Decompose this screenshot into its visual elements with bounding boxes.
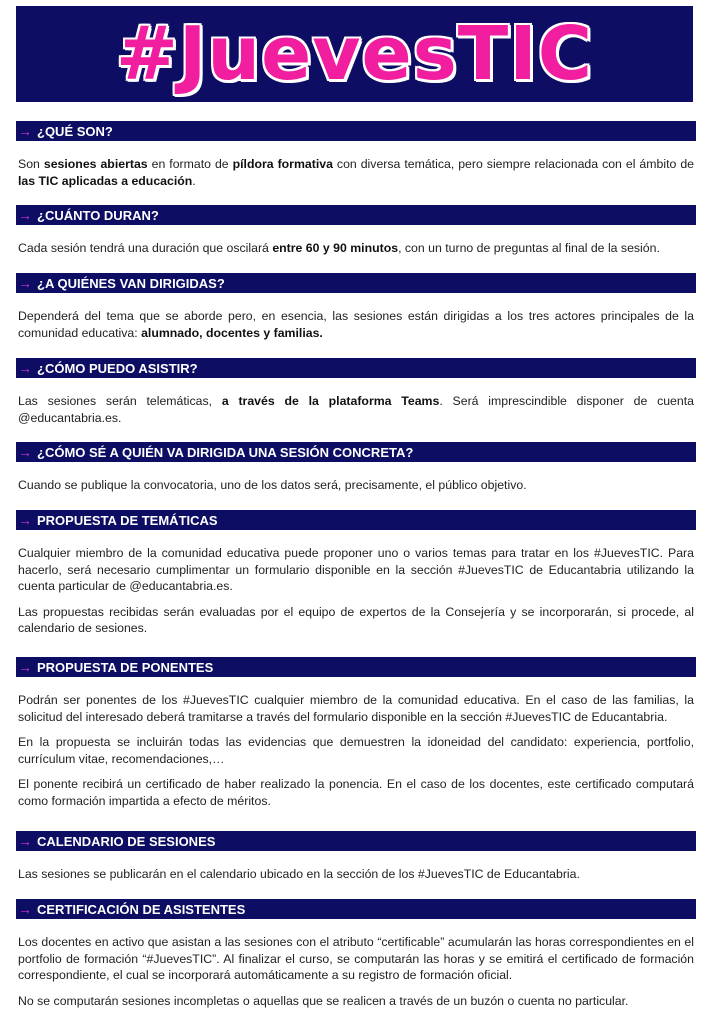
paragraph: Los docentes en activo que asistan a las sesiones con el atributo “certificable” acumularán las horas correspondientes en el portfolio de formación “#JuevesTIC”. Al finalizar el curso, se computarán las horas y se emitirá el certificado de formación correspondiente, el cual se incorporará automáticamente a su registro de formación oficial. xyxy=(18,935,694,982)
section-propuesta-tematicas xyxy=(16,510,696,637)
section-heading-label: ¿CÓMO PUEDO ASISTIR? xyxy=(37,360,198,376)
section-heading-label: PROPUESTA DE TEMÁTICAS xyxy=(37,512,218,528)
arrow-right-icon: → xyxy=(18,275,32,291)
section-a-quienes xyxy=(16,273,696,341)
section-cuanto-duran xyxy=(16,205,696,257)
arrow-right-icon: → xyxy=(18,659,32,675)
section-a-quien-dirigida xyxy=(16,442,696,494)
paragraph: Podrán ser ponentes de los #JuevesTIC cualquier miembro de la comunidad educativa. En el caso de las familias, la solicitud del interesado deberá tramitarse a través del formulario disponible en la sección #JuevesTIC de Educantabria. xyxy=(18,693,694,724)
section-heading-label: CALENDARIO DE SESIONES xyxy=(37,833,216,849)
section-heading-label: ¿QUÉ SON? xyxy=(37,123,113,139)
paragraph: Dependerá del tema que se aborde pero, en esencia, las sesiones están dirigidas a los tres actores principales de la comunidad educativa: alumnado, docentes y familias. xyxy=(18,309,694,340)
arrow-right-icon: → xyxy=(18,207,32,223)
paragraph: Cada sesión tendrá una duración que oscilará entre 60 y 90 minutos, con un turno de preguntas al final de la sesión. xyxy=(18,241,660,255)
section-heading xyxy=(16,442,696,462)
title-banner xyxy=(16,6,693,102)
section-heading-label: ¿CÓMO SÉ A QUIÉN VA DIRIGIDA UNA SESIÓN CONCRETA? xyxy=(37,444,414,460)
paragraph: No se computarán sesiones incompletas o aquellas que se realicen a través de un buzón o cuenta no particular. xyxy=(18,993,629,1008)
section-heading xyxy=(16,205,696,225)
arrow-right-icon: → xyxy=(18,123,32,139)
section-heading xyxy=(16,510,696,530)
arrow-right-icon: → xyxy=(18,833,32,849)
arrow-right-icon: → xyxy=(18,360,32,376)
section-heading xyxy=(16,273,696,293)
section-que-son xyxy=(16,121,696,189)
section-heading-label: ¿A QUIÉNES VAN DIRIGIDAS? xyxy=(37,275,225,291)
paragraph: El ponente recibirá un certificado de haber realizado la ponencia. En el caso de los docentes, este certificado computará como formación impartida a efecto de méritos. xyxy=(18,777,694,808)
arrow-right-icon: → xyxy=(18,512,32,528)
paragraph: Cualquier miembro de la comunidad educativa puede proponer uno o varios temas para tratar en los #JuevesTIC. Para hacerlo, será necesario cumplimentar un formulario disponible en la sección #JuevesTIC de Educantabria utilizando la cuenta particular de @educantabria.es. xyxy=(18,546,694,593)
paragraph: Las sesiones serán telemáticas, a través de la plataforma Teams. Será imprescindible disponer de cuenta @educantabria.es. xyxy=(18,394,694,425)
paragraph: En la propuesta se incluirán todas las evidencias que demuestren la idoneidad del candidato: experiencia, portfolio, currículum vitae, recomendaciones,… xyxy=(18,735,694,766)
section-propuesta-ponentes xyxy=(16,657,696,809)
banner-title: #JuevesTIC xyxy=(115,11,594,97)
section-heading-label: PROPUESTA DE PONENTES xyxy=(37,659,214,675)
paragraph: Las propuestas recibidas serán evaluadas por el equipo de expertos de la Consejería y se incorporarán, si procede, al calendario de sesiones. xyxy=(18,604,694,635)
arrow-right-icon: → xyxy=(18,444,32,460)
section-calendario xyxy=(16,831,696,883)
section-heading xyxy=(16,121,696,141)
section-heading xyxy=(16,831,696,851)
section-heading xyxy=(16,899,696,919)
section-heading-label: ¿CUÁNTO DURAN? xyxy=(37,207,159,223)
section-heading-label: CERTIFICACIÓN DE ASISTENTES xyxy=(37,901,246,917)
paragraph: Cuando se publique la convocatoria, uno de los datos será, precisamente, el público objetivo. xyxy=(18,478,527,492)
section-certificacion xyxy=(16,899,696,1009)
section-como-asistir xyxy=(16,358,696,426)
section-heading xyxy=(16,358,696,378)
arrow-right-icon: → xyxy=(18,901,32,917)
paragraph: Son sesiones abiertas en formato de píldora formativa con diversa temática, pero siempre relacionada con el ámbito de las TIC aplicadas a educación. xyxy=(18,157,694,188)
section-heading xyxy=(16,657,696,677)
paragraph: Las sesiones se publicarán en el calendario ubicado en la sección de los #JuevesTIC de Educantabria. xyxy=(18,867,580,881)
